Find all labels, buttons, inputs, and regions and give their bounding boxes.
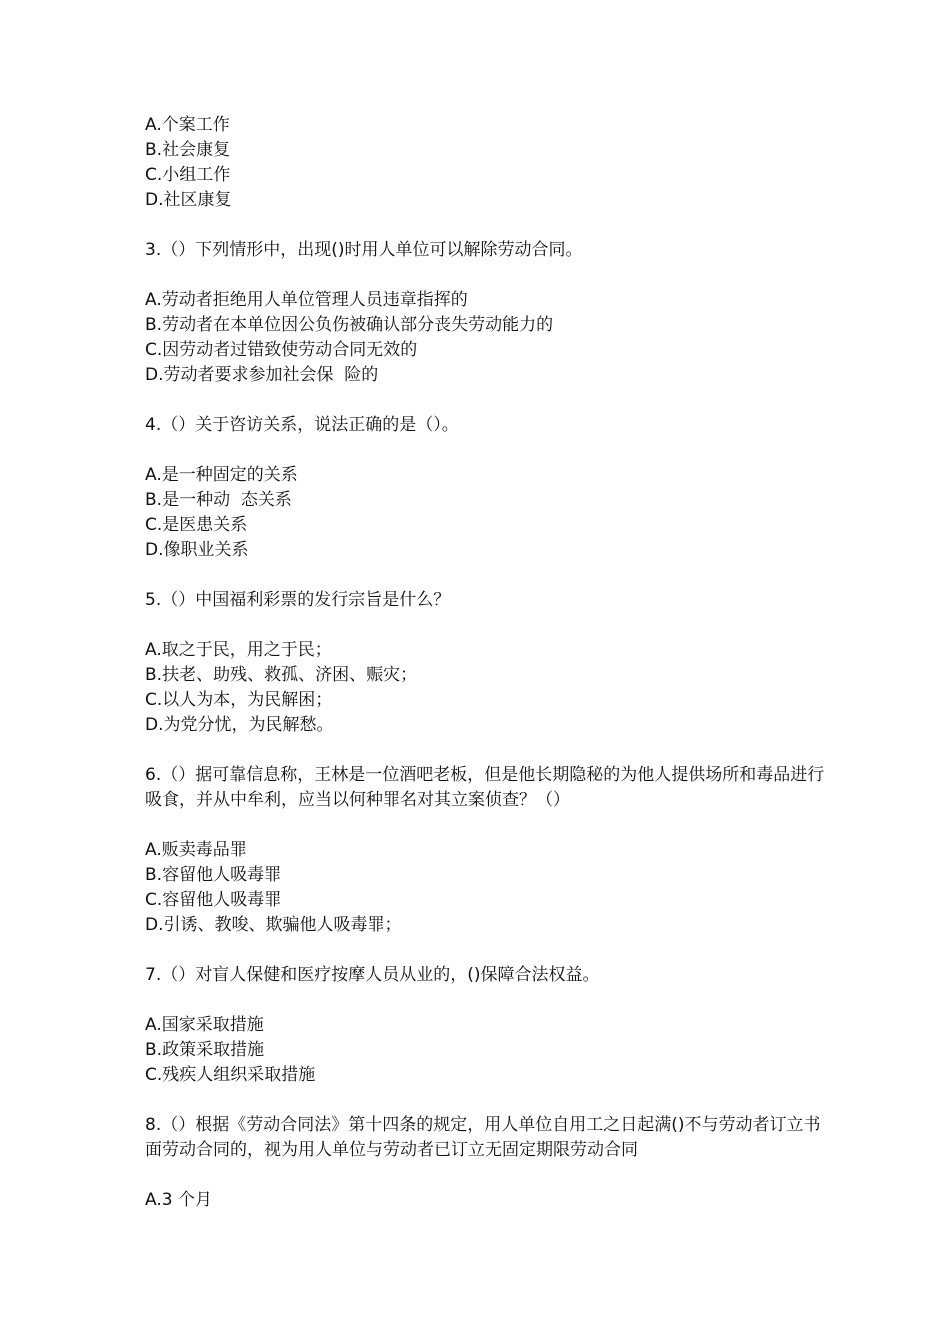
question-stem: 5.（）中国福利彩票的发行宗旨是什么？ bbox=[145, 590, 451, 610]
question-8 bbox=[145, 1113, 825, 1213]
question-5 bbox=[145, 588, 825, 738]
option: A.国家采取措施 bbox=[145, 1015, 264, 1035]
option: A.贩卖毒品罪 bbox=[145, 840, 247, 860]
option: C.容留他人吸毒罪 bbox=[145, 890, 282, 910]
option: D.像职业关系 bbox=[145, 540, 249, 560]
option: C.小组工作 bbox=[145, 165, 231, 185]
question-stem: 4.（）关于咨访关系，说法正确的是（）。 bbox=[145, 415, 459, 435]
option: A.劳动者拒绝用人单位管理人员违章指挥的 bbox=[145, 290, 468, 310]
question-7 bbox=[145, 963, 825, 1088]
option: B.政策采取措施 bbox=[145, 1040, 265, 1060]
option: B.劳动者在本单位因公负伤被确认部分丧失劳动能力的 bbox=[145, 315, 554, 335]
question-stem: 3.（）下列情形中，出现()时用人单位可以解除劳动合同。 bbox=[145, 240, 583, 260]
option: A.取之于民，用之于民； bbox=[145, 640, 332, 660]
option: A.是一种固定的关系 bbox=[145, 465, 298, 485]
question-4 bbox=[145, 413, 825, 563]
option: D.引诱、教唆、欺骗他人吸毒罪； bbox=[145, 915, 402, 935]
exam-page bbox=[145, 113, 825, 1238]
option: D.社区康复 bbox=[145, 190, 232, 210]
option: B.社会康复 bbox=[145, 140, 231, 160]
option: D.为党分忧，为民解愁。 bbox=[145, 715, 334, 735]
leading-option-list bbox=[145, 113, 825, 213]
question-stem: 8.（）根据《劳动合同法》第十四条的规定，用人单位自用工之日起满()不与劳动者订立书面劳动合同的，视为用人单位与劳动者已订立无固定期限劳动合同 bbox=[145, 1115, 821, 1160]
option: C.残疾人组织采取措施 bbox=[145, 1065, 316, 1085]
option: B.容留他人吸毒罪 bbox=[145, 865, 282, 885]
question-stem: 7.（）对盲人保健和医疗按摩人员从业的，()保障合法权益。 bbox=[145, 965, 600, 985]
option: B.是一种动 态关系 bbox=[145, 490, 292, 510]
option: A.3 个月 bbox=[145, 1190, 212, 1210]
option: C.以人为本，为民解困； bbox=[145, 690, 333, 710]
option: C.因劳动者过错致使劳动合同无效的 bbox=[145, 340, 418, 360]
question-6 bbox=[145, 763, 825, 938]
option: B.扶老、助残、救孤、济困、赈灾； bbox=[145, 665, 418, 685]
question-3 bbox=[145, 238, 825, 388]
option: A.个案工作 bbox=[145, 115, 230, 135]
question-stem: 6.（）据可靠信息称，王林是一位酒吧老板，但是他长期隐秘的为他人提供场所和毒品进行吸食，并从中牟利，应当以何种罪名对其立案侦查？（） bbox=[145, 765, 825, 810]
option: C.是医患关系 bbox=[145, 515, 248, 535]
option: D.劳动者要求参加社会保 险的 bbox=[145, 365, 379, 385]
